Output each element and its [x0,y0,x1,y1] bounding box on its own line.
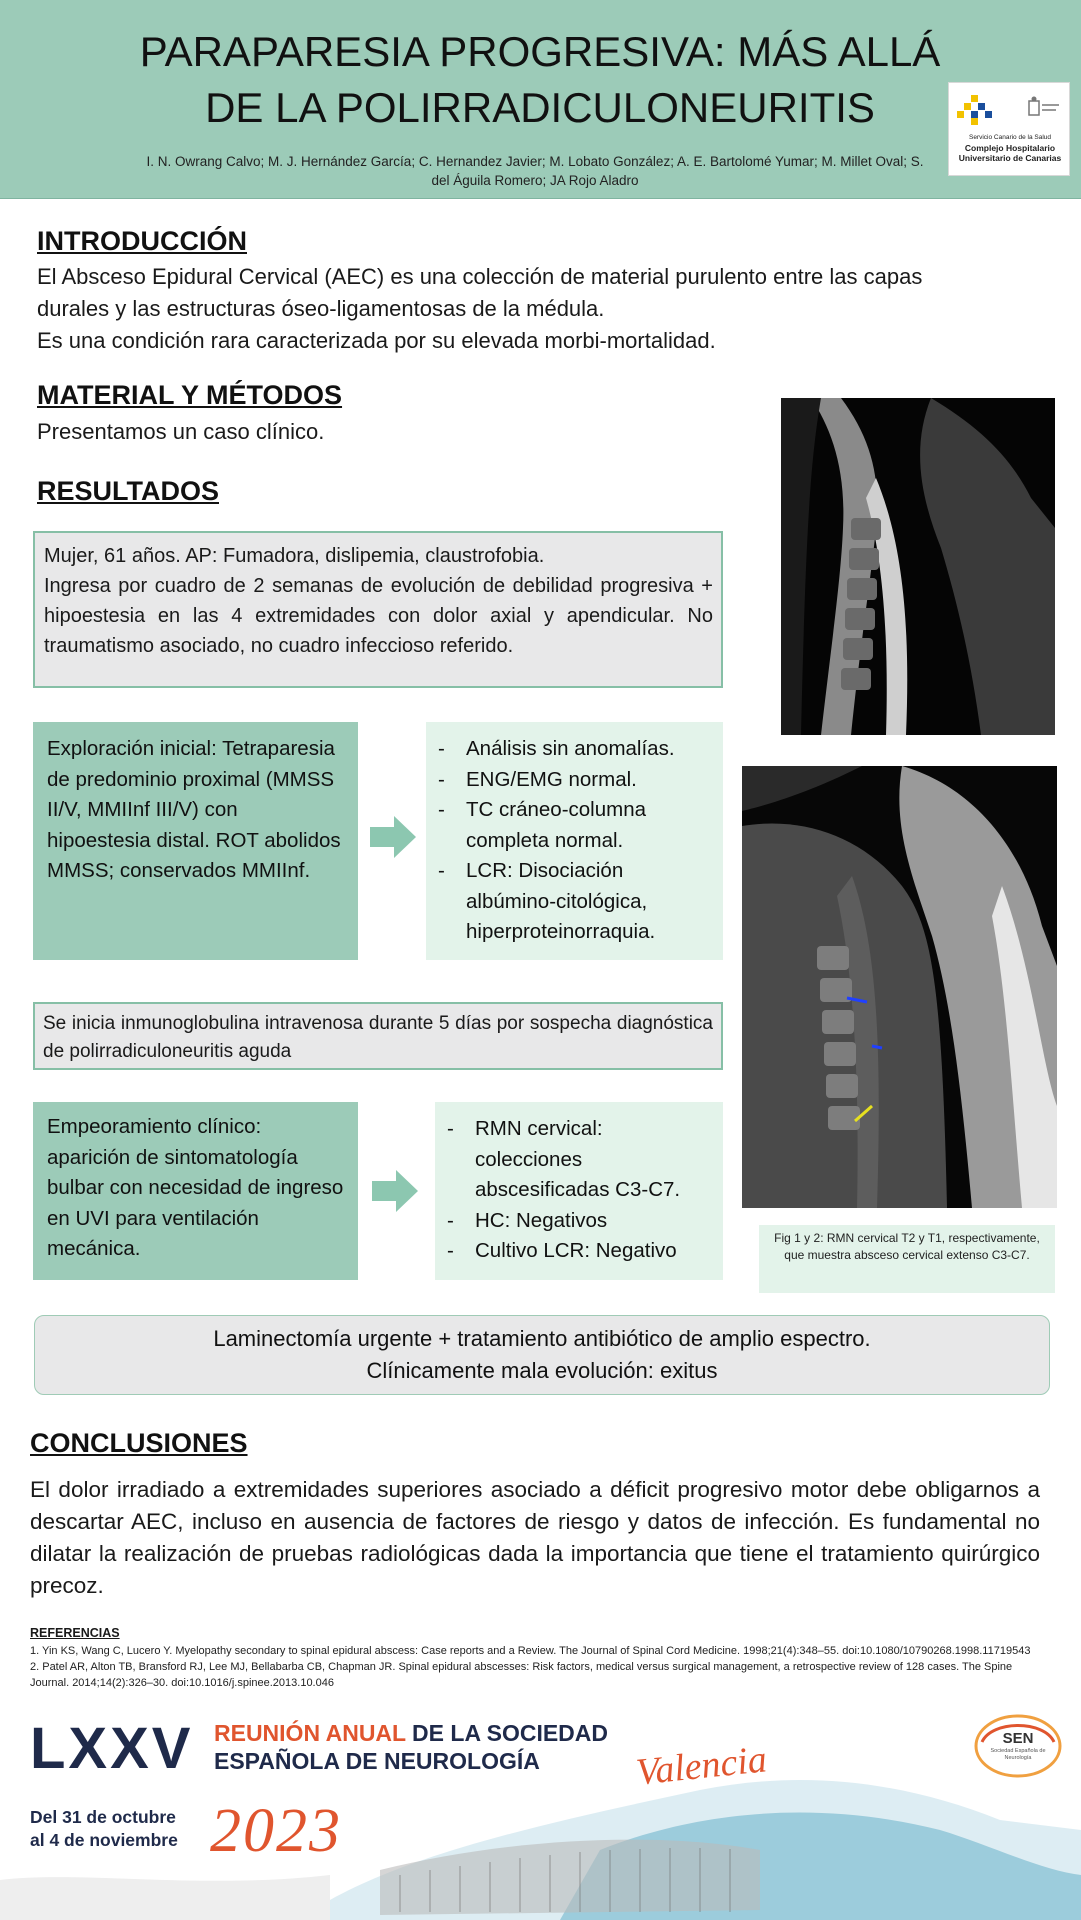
worsening-text: Empeoramiento clínico: aparición de sintomatología bulbar con necesidad de ingreso en UVI para ventilación mecánica. [47,1115,344,1260]
congress-name-rest: DE LA SOCIEDAD [405,1720,608,1746]
title-line-2: DE LA POLIRRADICULONEURITIS [205,84,875,131]
list-item: - HC: Negativos [443,1206,715,1237]
case-line-2: Ingresa por cuadro de 2 semanas de evolución de debilidad progresiva + hipoestesia en las 4 extremidades con dolor axial y apendicular. No traumatismo asociado, no cuadro infeccioso referido. [44,575,713,657]
list-item: - Cultivo LCR: Negativo [443,1236,715,1267]
outcome-box [34,1315,1050,1395]
government-emblem-icon [1027,95,1061,125]
followup-tests-list [443,1114,715,1267]
case-line-1: Mujer, 61 años. AP: Fumadora, dislipemia, claustrofobia. [44,545,545,567]
conclusions-heading: CONCLUSIONES [30,1428,248,1458]
congress-name-highlight: REUNIÓN ANUAL [214,1720,406,1746]
intro-line-3: Es una condición rara caracterizada por su elevada morbi-mortalidad. [37,328,716,353]
initial-tests-box [426,722,723,960]
immunoglobulin-text: Se inicia inmunoglobulina intravenosa durante 5 días por sospecha diagnóstica de polirradiculoneuritis aguda [43,1013,713,1062]
hospital-logo [948,82,1070,176]
references-list [30,1643,1050,1691]
intro-line-2: durales y las estructuras óseo-ligamentosas de la médula. [37,296,605,321]
congress-name [214,1719,608,1775]
list-item: - ENG/EMG normal. [434,765,715,796]
arrow-right-icon [370,816,416,858]
congress-year: 2023 [210,1797,342,1865]
canary-health-cross-icon [957,95,997,125]
reference-item: 1. Yin KS, Wang C, Lucero Y. Myelopathy secondary to spinal epidural abscess: Case reports and a Review. The Journal of Spinal Cord Medicine. 1998;21(4):348–55. doi:10.1080/10790268.1998.11719543 [30,1645,1031,1657]
reference-item: 2. Patel AR, Alton TB, Bransford RJ, Lee MJ, Bellabarba CB, Chapman JR. Spinal epidural abscesses: Risk factors, medical versus surgical management, a retrospective review of 128 cases. The Spine Journal. 2014;14(2):326–30. doi:10.1016/j.spinee.2013.10.046 [30,1661,1013,1689]
intro-text [37,261,1027,357]
hospital-logo-text [953,133,1067,163]
references-heading: REFERENCIAS [30,1626,120,1640]
initial-tests-list [434,734,715,948]
intro-heading: INTRODUCCIÓN [37,226,247,256]
logo-line-3: Universitario de Canarias [958,153,1062,163]
dates-line-2: al 4 de noviembre [30,1830,178,1850]
authors: I. N. Owrang Calvo; M. J. Hernández García; C. Hernandez Javier; M. Lobato González; A. E. Bartolomé Yumar; M. Millet Oval; S. del Águila Romero; JA Rojo Aladro [146,154,924,188]
congress-dates [30,1806,178,1852]
methods-heading: MATERIAL Y MÉTODOS [37,380,343,410]
list-item: - RMN cervical: colecciones abscesificadas C3-C7. [443,1114,715,1206]
logo-line-1: Servicio Canario de la Salud [968,134,1052,141]
title-line-1: PARAPARESIA PROGRESIVA: MÁS ALLÁ [139,28,941,75]
congress-city: Valencia [634,1738,769,1794]
worsening-box [33,1102,358,1280]
congress-edition: LXXV [30,1716,194,1781]
congress-name-line-1 [214,1719,608,1747]
immunoglobulin-box [33,1002,723,1070]
case-box [33,531,723,688]
list-item: - TC cráneo-columna completa normal. [434,795,715,856]
exploration-box [33,722,358,960]
conclusions-text: El dolor irradiado a extremidades superiores asociado a déficit progresivo motor debe obligarnos a descartar AEC, incluso en ausencia de factores de riesgo y datos de infección. Es fundamental no dilatar la realización de pruebas radiológicas dada la importancia que tiene el tratamiento quirúrgico precoz. [30,1477,1040,1598]
outcome-line-1: Laminectomía urgente + tratamiento antibiótico de amplio espectro. [213,1326,871,1351]
figure-caption: Fig 1 y 2: RMN cervical T2 y T1, respectivamente, que muestra absceso cervical extenso C3-C7. [759,1225,1055,1293]
results-heading: RESULTADOS [37,476,219,506]
mri-t1-illustration [742,766,1057,1208]
mri-t2-image [781,398,1055,735]
intro-line-1: El Absceso Epidural Cervical (AEC) es una colección de material purulento entre las capas [37,264,923,289]
logo-line-2: Complejo Hospitalario [964,143,1056,153]
followup-tests-box [435,1102,723,1280]
mri-t1-image [742,766,1057,1208]
sen-logo-subtitle: Sociedad Española de Neurología [990,1748,1046,1761]
dates-line-1: Del 31 de octubre [30,1807,176,1827]
arrow-right-icon [372,1170,418,1212]
list-item: - Análisis sin anomalías. [434,734,715,765]
list-item: - LCR: Disociación albúmino-citológica, hiperproteinorraquia. [434,856,715,948]
sen-logo-text: SEN [1002,1730,1034,1747]
outcome-line-2: Clínicamente mala evolución: exitus [366,1358,718,1383]
poster-title [100,24,980,136]
exploration-text: Exploración inicial: Tetraparesia de predominio proximal (MMSS II/V, MMIInf III/V) con hipoestesia distal. ROT abolidos MMSS; conservados MMIInf. [47,737,341,882]
methods-text: Presentamos un caso clínico. [37,419,325,444]
mri-t2-illustration [781,398,1055,735]
congress-name-line-2: ESPAÑOLA DE NEUROLOGÍA [214,1748,540,1774]
